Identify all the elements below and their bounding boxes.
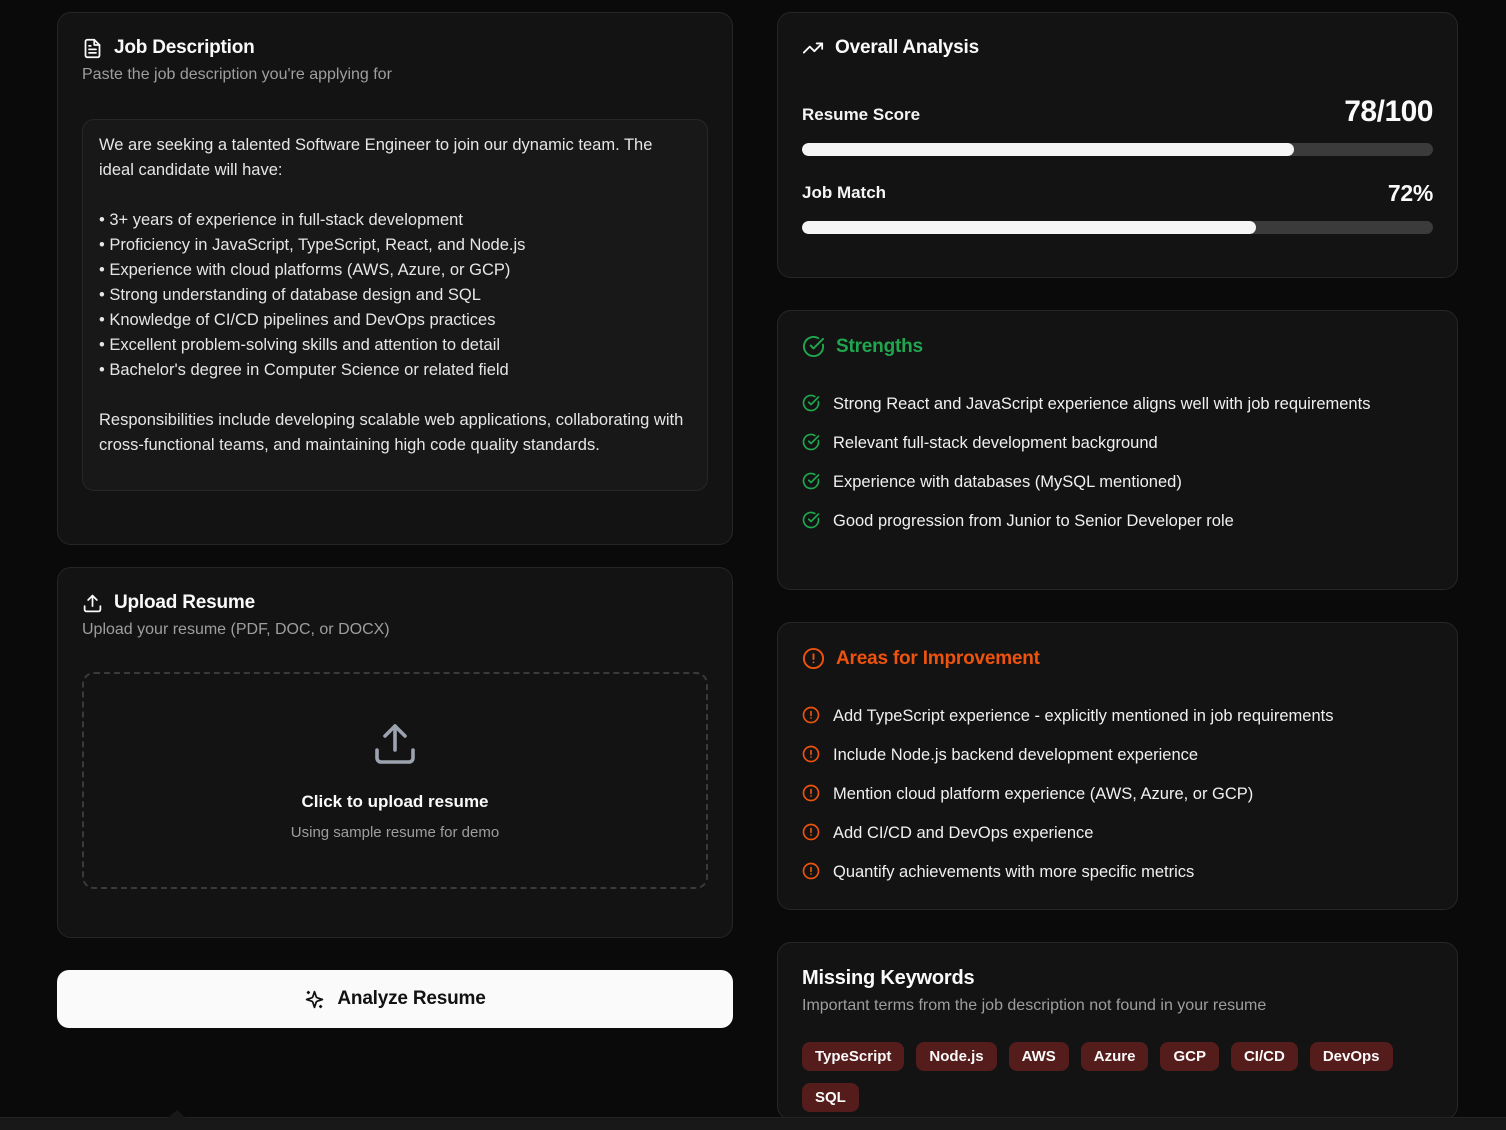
improvements-list (802, 703, 1433, 885)
improvement-text: Quantify achievements with more specific metrics (833, 863, 1195, 881)
job-description-card (57, 12, 733, 545)
strengths-list (802, 391, 1433, 534)
strengths-header (802, 335, 1433, 358)
improvement-item (802, 859, 1433, 885)
upload-resume-title: Upload Resume (114, 592, 255, 613)
alert-circle-icon (802, 784, 820, 802)
job-description-subtitle: Paste the job description you're applying for (82, 66, 392, 83)
resume-score-progress-fill (802, 143, 1294, 156)
overall-analysis-header (802, 37, 1433, 59)
trending-up-icon (802, 37, 824, 59)
strengths-card (777, 310, 1458, 590)
missing-keywords-subtitle: Important terms from the job description not found in your resume (802, 997, 1267, 1014)
upload-large-icon (371, 720, 419, 768)
below-fold-strip (0, 1117, 1506, 1130)
check-circle-icon (802, 335, 825, 358)
job-description-header (82, 37, 708, 59)
alert-circle-icon (802, 823, 820, 841)
resume-score-label: Resume Score (802, 105, 921, 124)
strengths-title: Strengths (836, 335, 923, 357)
resume-score-progress (802, 143, 1433, 156)
improvement-item (802, 703, 1433, 729)
improvement-item (802, 781, 1433, 807)
check-circle-icon (802, 472, 820, 490)
strength-item (802, 508, 1433, 534)
sparkles-icon (304, 989, 325, 1010)
missing-keywords-title: Missing Keywords (802, 967, 975, 989)
right-column (777, 12, 1458, 1120)
improvement-text: Add TypeScript experience - explicitly mentioned in job requirements (833, 707, 1334, 725)
improvement-text: Include Node.js backend development experience (833, 746, 1199, 764)
upload-resume-header (82, 592, 708, 614)
job-description-input[interactable] (82, 119, 708, 491)
strength-text: Experience with databases (MySQL mentioned) (833, 473, 1182, 491)
job-match-progress-fill (802, 221, 1256, 234)
check-circle-icon (802, 394, 820, 412)
keyword-chip: Node.js (916, 1042, 996, 1071)
missing-keywords-chips (802, 1042, 1433, 1112)
resume-score-value: 78/100 (1344, 95, 1433, 128)
job-match-label: Job Match (802, 183, 887, 202)
improvement-item (802, 742, 1433, 768)
keyword-chip: TypeScript (802, 1042, 904, 1071)
keyword-chip: Azure (1081, 1042, 1149, 1071)
analyze-resume-label: Analyze Resume (337, 988, 486, 1009)
keyword-chip: GCP (1160, 1042, 1219, 1071)
file-text-icon (82, 38, 103, 59)
keyword-chip: AWS (1009, 1042, 1069, 1071)
overall-analysis-card (777, 12, 1458, 278)
resume-score-row (802, 95, 1433, 129)
improvements-title: Areas for Improvement (836, 647, 1040, 669)
missing-keywords-card (777, 942, 1458, 1120)
strength-item (802, 469, 1433, 495)
analyze-resume-button[interactable] (57, 970, 733, 1028)
below-fold-notch (168, 1110, 186, 1118)
dropzone-note: Using sample resume for demo (290, 824, 500, 841)
strength-text: Good progression from Junior to Senior Developer role (833, 512, 1234, 530)
check-circle-icon (802, 433, 820, 451)
keyword-chip: CI/CD (1231, 1042, 1298, 1071)
strength-text: Relevant full-stack development background (833, 434, 1158, 452)
strength-item (802, 391, 1433, 417)
upload-resume-subtitle: Upload your resume (PDF, DOC, or DOCX) (82, 621, 390, 638)
left-column (57, 12, 733, 1120)
dropzone-title: Click to upload resume (301, 792, 489, 811)
job-match-progress (802, 221, 1433, 234)
alert-circle-icon (802, 706, 820, 724)
improvement-item (802, 820, 1433, 846)
improvements-header (802, 647, 1433, 670)
improvement-text: Add CI/CD and DevOps experience (833, 824, 1094, 842)
keyword-chip: DevOps (1310, 1042, 1393, 1071)
keyword-chip: SQL (802, 1083, 859, 1112)
overall-analysis-title: Overall Analysis (835, 37, 979, 58)
job-description-title: Job Description (114, 37, 255, 58)
improvement-text: Mention cloud platform experience (AWS, Azure, or GCP) (833, 785, 1254, 803)
improvements-card (777, 622, 1458, 910)
alert-circle-icon (802, 745, 820, 763)
alert-circle-icon (802, 647, 825, 670)
upload-icon (82, 593, 103, 614)
job-match-row (802, 180, 1433, 207)
upload-dropzone[interactable] (82, 672, 708, 889)
upload-resume-card (57, 567, 733, 938)
job-match-value: 72% (1387, 180, 1433, 206)
strength-item (802, 430, 1433, 456)
check-circle-icon (802, 511, 820, 529)
strength-text: Strong React and JavaScript experience aligns well with job requirements (833, 395, 1371, 413)
alert-circle-icon (802, 862, 820, 880)
